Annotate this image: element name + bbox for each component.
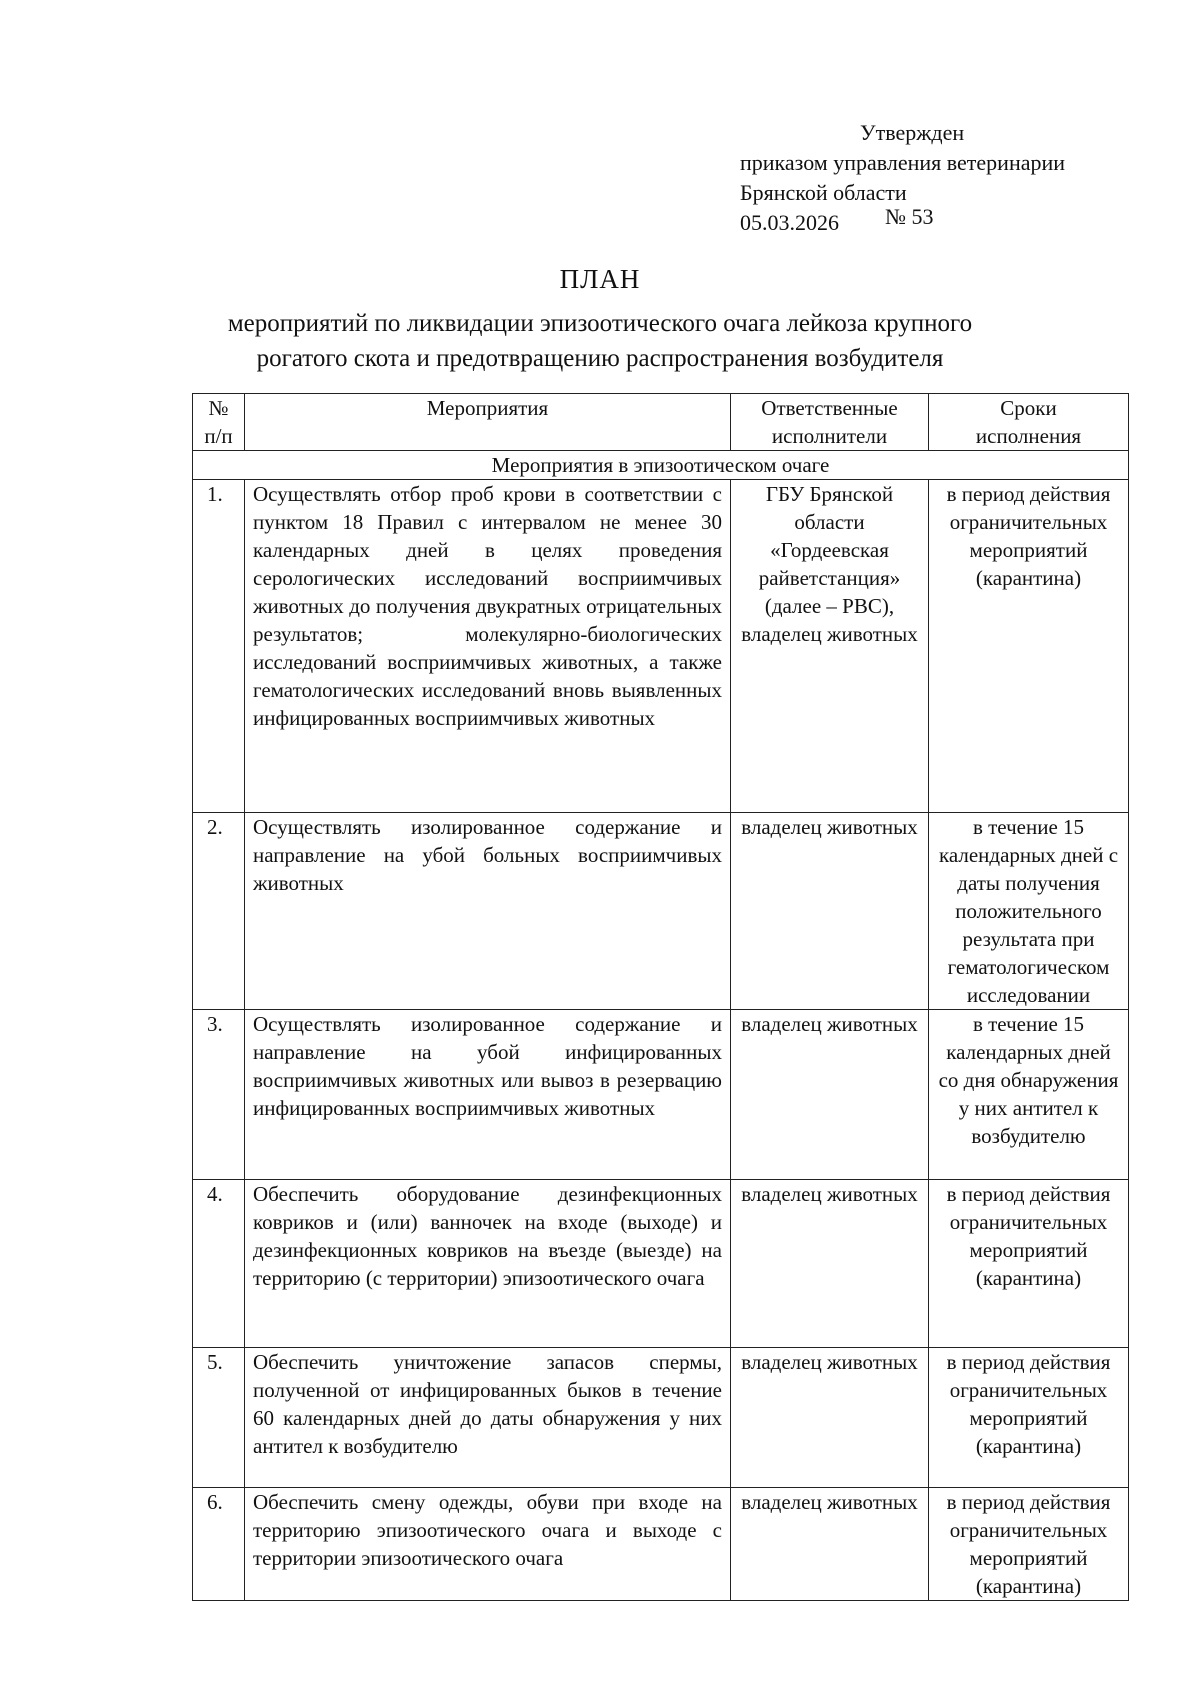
table-header-row <box>193 394 1129 451</box>
row-num: 4. <box>193 1180 245 1348</box>
table-row <box>193 1348 1129 1488</box>
header-num-line2: п/п <box>204 424 233 448</box>
row-num: 1. <box>193 480 245 813</box>
plan-table <box>192 393 1129 1601</box>
approval-order: приказом управления ветеринарии <box>740 150 1066 175</box>
row-responsible: владелец животных <box>731 1348 929 1488</box>
header-responsible-line1: Ответственные <box>761 396 898 420</box>
table-row <box>193 1010 1129 1180</box>
row-activity: Осуществлять отбор проб крови в соответствии с пунктом 18 Правил с интервалом не менее 30 календарных дней в целях проведения серологических исследований восприимчивых животных до получения двукратных отрицательных результатов; молекулярно-биологических исследований восприимчивых животных, а также гематологических исследований вновь выявленных инфицированных восприимчивых животных <box>245 480 731 813</box>
approval-date: 05.03.2026 <box>740 210 839 235</box>
header-num-line1: № <box>208 396 229 420</box>
row-activity: Обеспечить оборудование дезинфекционных ковриков и (или) ванночек на входе (выходе) и дезинфекционных ковриков на въезде (выезде) на территорию (с территории) эпизоотического очага <box>245 1180 731 1348</box>
row-terms: в течение 15 календарных дней со дня обнаружения у них антител к возбудителю <box>929 1010 1129 1180</box>
document-title <box>0 262 1200 376</box>
section-title: Мероприятия в эпизоотическом очаге <box>193 451 1129 480</box>
title-subtitle <box>0 306 1200 376</box>
row-terms: в течение 15 календарных дней с даты получения положительного результата при гематологическом исследовании <box>929 813 1129 1010</box>
approval-region: Брянской области <box>740 180 907 205</box>
row-terms: в период действия ограничительных мероприятий (карантина) <box>929 1488 1129 1601</box>
row-responsible: владелец животных <box>731 1180 929 1348</box>
row-terms: в период действия ограничительных мероприятий (карантина) <box>929 480 1129 813</box>
row-num: 3. <box>193 1010 245 1180</box>
row-activity: Обеспечить уничтожение запасов спермы, полученной от инфицированных быков в течение 60 календарных дней до даты обнаружения у них антител к возбудителю <box>245 1348 731 1488</box>
approval-date-number <box>740 204 1160 238</box>
row-num: 5. <box>193 1348 245 1488</box>
table-row <box>193 480 1129 813</box>
row-responsible: владелец животных <box>731 1488 929 1601</box>
row-responsible: владелец животных <box>731 813 929 1010</box>
header-terms-line1: Сроки <box>1000 396 1057 420</box>
header-terms-line2: исполнения <box>975 424 1082 448</box>
row-activity: Осуществлять изолированное содержание и направление на убой больных восприимчивых животных <box>245 813 731 1010</box>
table-row <box>193 813 1129 1010</box>
row-activity: Обеспечить смену одежды, обуви при входе на территорию эпизоотического очага и выходе с территории эпизоотического очага <box>245 1488 731 1601</box>
row-activity: Осуществлять изолированное содержание и направление на убой инфицированных восприимчивых животных или вывоз в резервацию инфицированных восприимчивых животных <box>245 1010 731 1180</box>
row-terms: в период действия ограничительных мероприятий (карантина) <box>929 1348 1129 1488</box>
header-activity: Мероприятия <box>245 394 731 451</box>
header-num <box>193 394 245 451</box>
title-subtitle-line1: мероприятий по ликвидации эпизоотического очага лейкоза крупного <box>227 310 973 337</box>
table-row <box>193 1180 1129 1348</box>
approval-stamp <box>740 118 1160 238</box>
title-main: ПЛАН <box>559 264 641 294</box>
row-num: 2. <box>193 813 245 1010</box>
row-num: 6. <box>193 1488 245 1601</box>
table-row <box>193 1488 1129 1601</box>
header-responsible <box>731 394 929 451</box>
row-terms: в период действия ограничительных мероприятий (карантина) <box>929 1180 1129 1348</box>
row-responsible: владелец животных <box>731 1010 929 1180</box>
row-responsible: ГБУ Брянской области «Гордеевская райветстанция» (далее – РВС), владелец животных <box>731 480 929 813</box>
title-subtitle-line2: рогатого скота и предотвращению распространения возбудителя <box>256 345 944 372</box>
header-responsible-line2: исполнители <box>771 424 888 448</box>
section-row <box>193 451 1129 480</box>
approval-number: № 53 <box>885 204 934 229</box>
header-terms <box>929 394 1129 451</box>
approval-title: Утвержден <box>860 120 965 145</box>
